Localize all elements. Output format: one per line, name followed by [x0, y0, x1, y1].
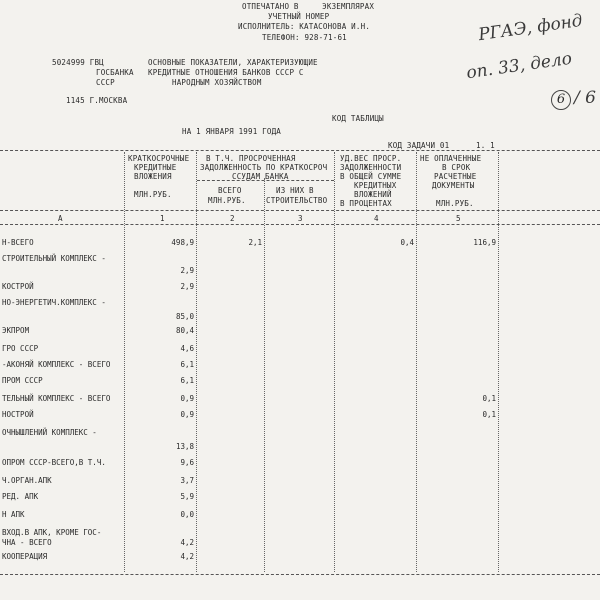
table-row-label: Н-ВСЕГО: [2, 238, 34, 247]
col1-header-3: ВЛОЖЕНИЯ: [134, 172, 172, 181]
col2-header-unit: МЛН.РУБ.: [208, 196, 246, 205]
table-cell-c1: 6,1: [180, 360, 194, 369]
table-row-label: ПРОМ СССР: [2, 376, 43, 385]
table-row-label: Н АПК: [2, 510, 25, 519]
col1-header-2: КРЕДИТНЫЕ: [134, 163, 177, 172]
table-row-label: ОПРОМ СССР-ВСЕГО,В Т.Ч.: [2, 458, 106, 467]
table-cell-c1: 2,9: [180, 266, 194, 275]
col-divider-label: [124, 152, 125, 572]
col4-header-6: В ПРОЦЕНТАХ: [340, 199, 392, 208]
table-row-label: ТЕЛЬНЫЙ КОМПЛЕКС - ВСЕГО: [2, 394, 111, 403]
col4-header-5: ВЛОЖЕНИЙ: [354, 190, 392, 199]
col-divider-5: [498, 152, 499, 572]
table-row-label-continued: ЧНА - ВСЕГО: [2, 538, 52, 547]
header-account-number: УЧЕТНЫЙ НОМЕР: [268, 12, 330, 21]
table-cell-c1: 85,0: [175, 312, 194, 321]
col1-header-unit: МЛН.РУБ.: [134, 190, 172, 199]
table-cell-c1: 80,4: [175, 326, 194, 335]
report-title-line2: КРЕДИТНЫЕ ОТНОШЕНИЯ БАНКОВ СССР С: [148, 68, 304, 77]
table-row-label: КОСТРОЙ: [2, 282, 34, 291]
task-code-label: КОД ЗАДАЧИ 01: [388, 141, 450, 150]
table-cell-c1: 4,2: [180, 552, 194, 561]
table-cell-c1: 4,2: [180, 538, 194, 547]
col2-header-1: ВСЕГО: [218, 186, 242, 195]
report-title-line1: ОСНОВНЫЕ ПОКАЗАТЕЛИ, ХАРАКТЕРИЗУЮЩИЕ: [148, 58, 318, 67]
col5-header-unit: МЛН.РУБ.: [436, 199, 474, 208]
task-code-value: 1. 1: [476, 141, 495, 150]
table-code-label: КОД ТАБЛИЦЫ: [332, 114, 384, 123]
table-cell-c1: 0,0: [180, 510, 194, 519]
colnum-5: 5: [456, 214, 461, 223]
col5-header-4: ДОКУМЕНТЫ: [432, 181, 475, 190]
table-row-label: СТРОИТЕЛЬНЫЙ КОМПЛЕКС -: [2, 254, 106, 263]
col-divider-4: [416, 152, 417, 572]
col4-header-2: ЗАДОЛЖЕННОСТИ: [340, 163, 402, 172]
table-row-label: КООПЕРАЦИЯ: [2, 552, 48, 561]
report-date: НА 1 ЯНВАРЯ 1991 ГОДА: [182, 127, 282, 136]
table-cell-c1: 3,7: [180, 476, 194, 485]
col3-header-1: ИЗ НИХ В: [276, 186, 314, 195]
col-divider-3: [334, 152, 335, 572]
table-row-label: -АКОНЯЙ КОМПЛЕКС - ВСЕГО: [2, 360, 111, 369]
col4-header-1: УД.ВЕС ПРОСР.: [340, 154, 402, 163]
table-cell-c1: 4,6: [180, 344, 194, 353]
table-row-label: НОСТРОЙ: [2, 410, 34, 419]
col23-header-3: ССУДАМ БАНКА: [232, 172, 289, 181]
table-row-label: ОЧНЫШЛЕНИЙ КОМПЛЕКС -: [2, 428, 97, 437]
col23-header-2: ЗАДОЛЖЕННОСТЬ ПО КРАТКОСРОЧ: [200, 163, 328, 172]
header-phone: ТЕЛЕФОН: 928-71-61: [262, 33, 347, 42]
colnum-2: 2: [230, 214, 235, 223]
table-cell-c2: 2,1: [248, 238, 262, 247]
table-cell-c1: 5,9: [180, 492, 194, 501]
header-printed-line: ОТПЕЧАТАНО В ЭКЗЕМПЛЯРАХ: [242, 2, 375, 11]
table-cell-c5: 116,9: [473, 238, 496, 247]
colnum-a: А: [58, 214, 63, 223]
table-row-label: НО-ЭНЕРГЕТИЧ.КОМПЛЕКС -: [2, 298, 106, 307]
org-address: 1145 Г.МОСКВА: [66, 96, 128, 105]
table-row-label: ЭКПРОМ: [2, 326, 30, 335]
org-code: 5024999 ГВЦ: [52, 58, 104, 67]
col23-subheader-rule: [197, 180, 334, 181]
table-cell-c1: 498,9: [171, 238, 194, 247]
table-top-rule: [0, 150, 600, 151]
table-cell-c1: 13,8: [175, 442, 194, 451]
header-bottom-rule: [0, 210, 600, 211]
report-title-line3: НАРОДНЫМ ХОЗЯЙСТВОМ: [172, 78, 262, 87]
handwritten-suffix: / 6: [574, 88, 596, 108]
table-row-label: ВХОД.В АПК, КРОМЕ ГОС-: [2, 528, 102, 537]
table-row-label: Ч.ОРГАН.АПК: [2, 476, 52, 485]
org-bank: ГОСБАНКА: [96, 68, 134, 77]
colnum-1: 1: [160, 214, 165, 223]
header-executor: ИСПОЛНИТЕЛЬ: КАТАСОНОВА И.Н.: [238, 22, 371, 31]
table-row-label: ГРО СССР: [2, 344, 39, 353]
col4-header-3: В ОБЩЕЙ СУММЕ: [340, 172, 402, 181]
col23-header-1: В Т.Ч. ПРОСРОЧЕННАЯ: [206, 154, 296, 163]
col3-header-2: СТРОИТЕЛЬСТВО: [266, 196, 328, 205]
handwritten-circled-number: 6: [551, 90, 571, 110]
table-cell-c1: 6,1: [180, 376, 194, 385]
table-bottom-rule: [0, 574, 600, 575]
col-divider-1: [196, 152, 197, 572]
col5-header-2: В СРОК: [442, 163, 471, 172]
table-cell-c1: 2,9: [180, 282, 194, 291]
org-country: СССР: [96, 78, 115, 87]
table-cell-c1: 0,9: [180, 394, 194, 403]
col-divider-2: [264, 178, 265, 572]
handwritten-archive-ref-1: РГАЭ, фонд: [477, 10, 584, 46]
column-numbers-rule: [0, 224, 600, 225]
table-cell-c1: 9,6: [180, 458, 194, 467]
handwritten-archive-ref-2: оп. 33, дело: [465, 48, 574, 84]
col5-header-3: РАСЧЕТНЫЕ: [434, 172, 477, 181]
table-cell-c1: 0,9: [180, 410, 194, 419]
col5-header-1: НЕ ОПЛАЧЕННЫЕ: [420, 154, 482, 163]
colnum-4: 4: [374, 214, 379, 223]
col1-header-1: КРАТКОСРОЧНЫЕ: [128, 154, 190, 163]
colnum-3: 3: [298, 214, 303, 223]
table-cell-c4: 0,4: [400, 238, 414, 247]
table-row-label: РЕД. АПК: [2, 492, 39, 501]
col4-header-4: КРЕДИТНЫХ: [354, 181, 397, 190]
table-cell-c5: 0,1: [482, 394, 496, 403]
table-cell-c5: 0,1: [482, 410, 496, 419]
